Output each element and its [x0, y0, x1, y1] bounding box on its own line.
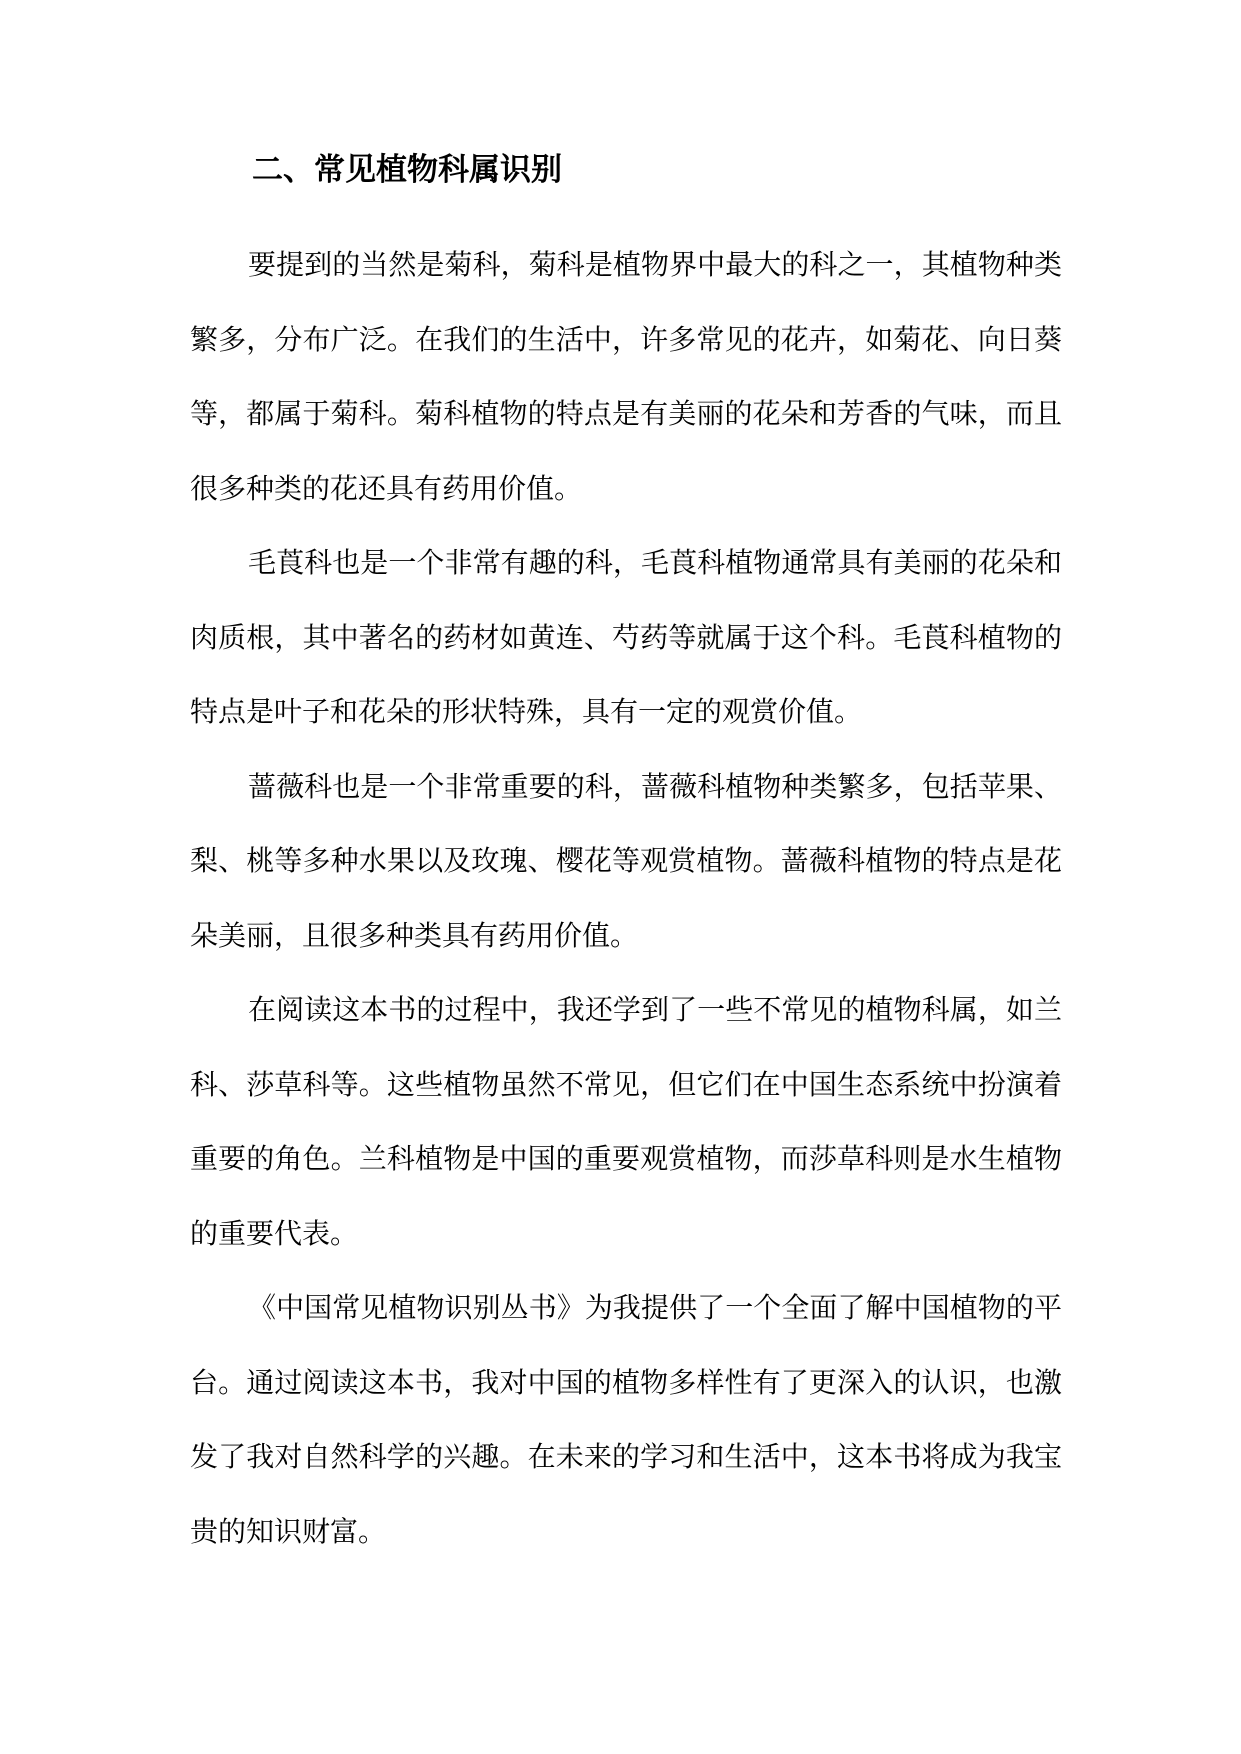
- paragraph-asteraceae: 要提到的当然是菊科，菊科是植物界中最大的科之一，其植物种类繁多，分布广泛。在我们的生活中，许多常见的花卉，如菊花、向日葵等，都属于菊科。菊科植物的特点是有美丽的花朵和芳香的气味，而且很多种类的花还具有药用价值。: [190, 248, 1062, 505]
- paragraph-rosaceae: 蔷薇科也是一个非常重要的科，蔷薇科植物种类繁多，包括苹果、梨、桃等多种水果以及玫瑰、樱花等观赏植物。蔷薇科植物的特点是花朵美丽，且很多种类具有药用价值。: [190, 769, 1062, 952]
- paragraph-uncommon-families: 在阅读这本书的过程中，我还学到了一些不常见的植物科属，如兰科、莎草科等。这些植物虽然不常见，但它们在中国生态系统中扮演着重要的角色。兰科植物是中国的重要观赏植物，而莎草科则是水生植物的重要代表。: [190, 993, 1062, 1250]
- section-heading: 二、常见植物科属识别: [252, 152, 562, 188]
- body-text: [190, 228, 1062, 1569]
- paragraph-conclusion: 《中国常见植物识别丛书》为我提供了一个全面了解中国植物的平台。通过阅读这本书，我对中国的植物多样性有了更深入的认识，也激发了我对自然科学的兴趣。在未来的学习和生活中，这本书将成为我宝贵的知识财富。: [190, 1291, 1062, 1548]
- paragraph-ranunculaceae: 毛莨科也是一个非常有趣的科，毛莨科植物通常具有美丽的花朵和肉质根，其中著名的药材如黄连、芍药等就属于这个科。毛莨科植物的特点是叶子和花朵的形状特殊，具有一定的观赏价值。: [190, 546, 1062, 728]
